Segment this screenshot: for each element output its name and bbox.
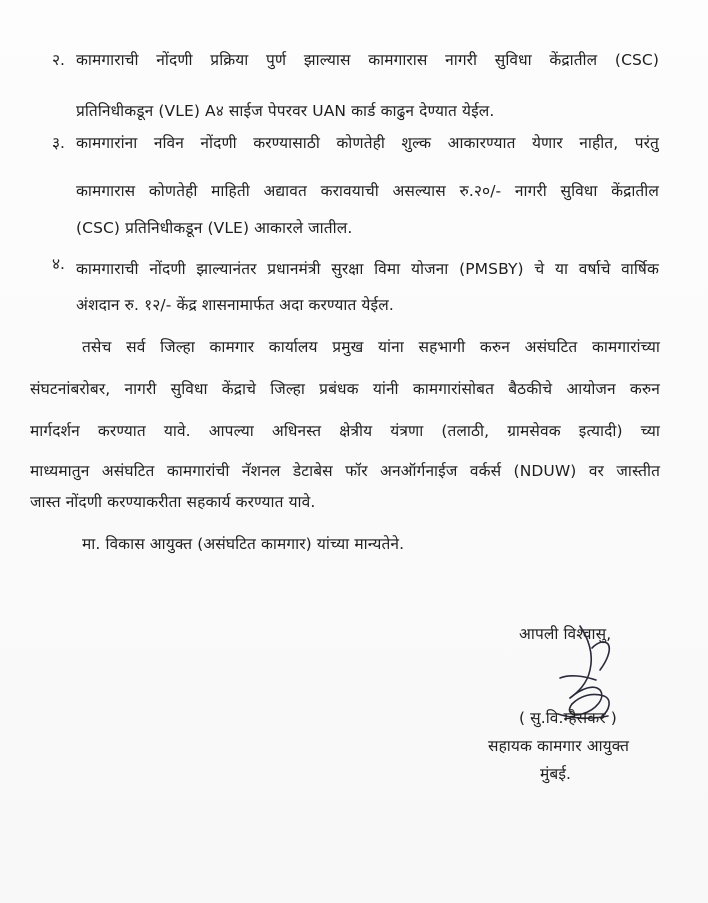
paragraph-line-5: जास्त नोंदणी करण्याकरीता सहकार्य करण्यात यावे. bbox=[30, 493, 316, 511]
item-2-number: २. bbox=[52, 51, 65, 69]
item-3-line-1: कामगारांना नविन नोंदणी करण्यासाठी कोणतेही शुल्क आकारण्यात येणार नाहीत, परंतु bbox=[76, 134, 659, 152]
approval-line: मा. विकास आयुक्त (असंघटित कामगार) यांच्या मान्यतेने. bbox=[82, 535, 405, 553]
item-4-line-1: कामगाराची नोंदणी झाल्यानंतर प्रधानमंत्री सुरक्षा विमा योजना (PMSBY) चे या वर्षाचे वार्षिक bbox=[76, 260, 659, 278]
item-2-line-1: कामगाराची नोंदणी प्रक्रिया पुर्ण झाल्यास कामगारास नागरी सुविधा केंद्रातील (CSC) bbox=[76, 51, 659, 69]
paragraph-line-2: संघटनांबरोबर, नागरी सुविधा केंद्राचे जिल्हा प्रबंधक यांनी कामगारांसोबत बैठकीचे आयोजन करुन bbox=[30, 380, 660, 398]
item-3-line-2: कामगारास कोणतेही माहिती अद्यावत करावयाची असल्यास रु.२०/- नागरी सुविधा केंद्रातील bbox=[76, 182, 659, 200]
item-4-number: ४. bbox=[52, 255, 65, 273]
signatory-name: ( सु.वि.म्हैसकर ) bbox=[519, 709, 617, 727]
paragraph-line-3: मार्गदर्शन करण्यात यावे. आपल्या अधिनस्त क्षेत्रीय यंत्रणा (तलाठी, ग्रामसेवक इत्यादी) च्या bbox=[30, 422, 660, 440]
signatory-designation: सहायक कामगार आयुक्त bbox=[488, 737, 630, 755]
item-3-line-3: (CSC) प्रतिनिधीकडून (VLE) आकारले जातील. bbox=[76, 219, 353, 237]
item-4-line-2: अंशदान रु. १२/- केंद्र शासनामार्फत अदा करण्यात येईल. bbox=[76, 296, 394, 314]
closing-text: आपली विश्वासु, bbox=[519, 625, 612, 643]
item-3-number: ३. bbox=[52, 134, 65, 152]
item-2-line-2: प्रतिनिधीकडून (VLE) A४ साईज पेपरवर UAN कार्ड काढुन देण्यात येईल. bbox=[76, 102, 495, 120]
signatory-place: मुंबई. bbox=[540, 765, 572, 783]
paragraph-line-1: तसेच सर्व जिल्हा कामगार कार्यालय प्रमुख यांना सहभागी करुन असंघटित कामगारांच्या bbox=[82, 338, 660, 356]
paragraph-line-4: माध्यमातुन असंघटित कामगारांची नॅशनल डेटाबेस फॉर अनऑर्गनाईज वर्कर्स (NDUW) वर जास्तीत bbox=[30, 462, 660, 480]
